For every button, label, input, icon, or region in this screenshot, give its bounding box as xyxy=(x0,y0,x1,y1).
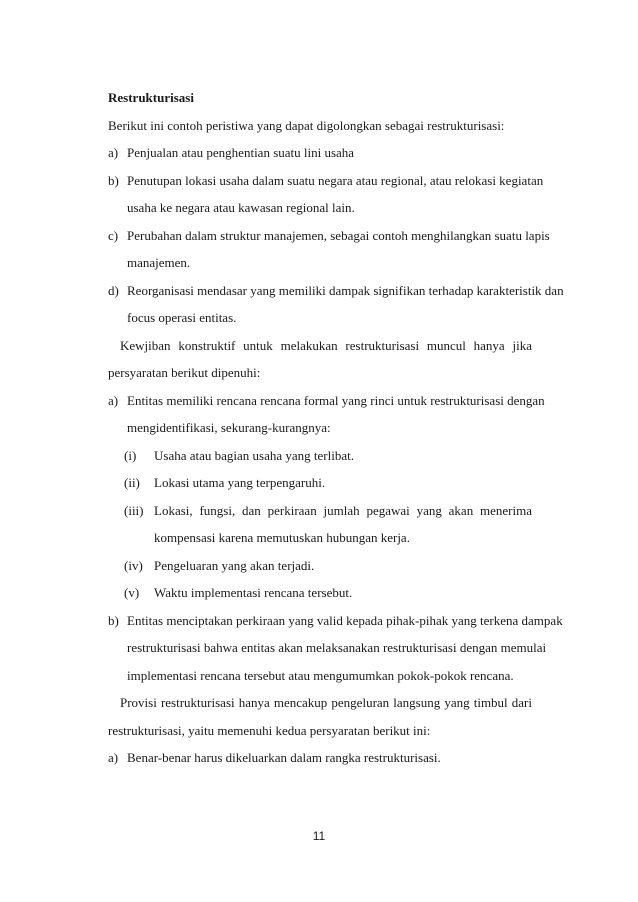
list-label: b) xyxy=(108,173,119,188)
example-item-a xyxy=(108,144,532,162)
subitem-text: Pengeluaran yang akan terjadi. xyxy=(154,558,315,573)
list-text-continuation: manajemen. xyxy=(127,255,191,270)
list-label: a) xyxy=(108,750,119,765)
page-number: 11 xyxy=(312,829,326,843)
list-label: a) xyxy=(108,145,119,160)
condition-item-b xyxy=(108,612,563,630)
subitem-text: Waktu implementasi rencana tersebut. xyxy=(154,585,353,600)
subitem-iv xyxy=(108,557,532,575)
subitem-v xyxy=(108,584,532,602)
list-label: c) xyxy=(108,228,119,243)
example-item-c xyxy=(108,227,550,245)
list-text: Benar-benar harus dikeluarkan dalam rangka restrukturisasi. xyxy=(127,750,441,765)
list-label: a) xyxy=(108,393,119,408)
subitem-i xyxy=(108,447,532,465)
list-text-continuation: implementasi rencana tersebut atau mengumumkan pokok-pokok rencana. xyxy=(127,668,514,683)
subitem-label: (iv) xyxy=(124,558,143,573)
list-text-continuation: focus operasi entitas. xyxy=(127,310,237,325)
subitem-label: (i) xyxy=(124,448,137,463)
list-text: Entitas memiliki rencana rencana formal yang rinci untuk restrukturisasi dengan xyxy=(127,393,545,408)
subitem-text: Lokasi, fungsi, dan perkiraan jumlah pegawai yang akan menerima xyxy=(154,503,532,518)
section-heading: Restrukturisasi xyxy=(108,90,194,105)
subitem-text: Usaha atau bagian usaha yang terlibat. xyxy=(154,448,354,463)
list-text: Perubahan dalam struktur manajemen, sebagai contoh menghilangkan suatu lapis xyxy=(127,228,550,243)
subitem-ii xyxy=(108,474,532,492)
subitem-label: (iii) xyxy=(124,503,144,518)
paragraph-continuation: restrukturisasi, yaitu memenuhi kedua persyaratan berikut ini: xyxy=(108,723,431,738)
subitem-label: (v) xyxy=(124,585,140,600)
paragraph-continuation: persyaratan berikut dipenuhi: xyxy=(108,365,261,380)
list-text-continuation: mengidentifikasi, sekurang-kurangnya: xyxy=(127,420,331,435)
list-text-continuation: restrukturisasi bahwa entitas akan melaksanakan restrukturisasi dengan memulai xyxy=(127,640,547,655)
subitem-text: Lokasi utama yang terpengaruhi. xyxy=(154,475,326,490)
list-text: Reorganisasi mendasar yang memiliki dampak signifikan terhadap karakteristik dan xyxy=(127,283,564,298)
list-text: Penjualan atau penghentian suatu lini usaha xyxy=(127,145,355,160)
list-text-continuation: usaha ke negara atau kawasan regional lain. xyxy=(127,200,355,215)
list-text: Penutupan lokasi usaha dalam suatu negara atau regional, atau relokasi kegiatan xyxy=(127,173,544,188)
paragraph-provision: Provisi restrukturisasi hanya mencakup pengeluran langsung yang timbul dari xyxy=(120,695,532,710)
example-item-d xyxy=(108,282,564,300)
paragraph-constructive-obligation: Kewjiban konstruktif untuk melakukan restrukturisasi muncul hanya jika xyxy=(120,338,532,353)
subitem-label: (ii) xyxy=(124,475,140,490)
intro-paragraph: Berikut ini contoh peristiwa yang dapat digolongkan sebagai restrukturisasi: xyxy=(108,118,505,133)
example-item-b xyxy=(108,172,544,190)
provision-item-a xyxy=(108,749,532,767)
subitem-text-continuation: kompensasi karena memutuskan hubungan kerja. xyxy=(154,530,410,545)
condition-item-a xyxy=(108,392,545,410)
list-text: Entitas menciptakan perkiraan yang valid kepada pihak-pihak yang terkena dampak xyxy=(127,613,563,628)
list-label: b) xyxy=(108,613,119,628)
subitem-iii xyxy=(108,502,532,520)
list-label: d) xyxy=(108,283,119,298)
